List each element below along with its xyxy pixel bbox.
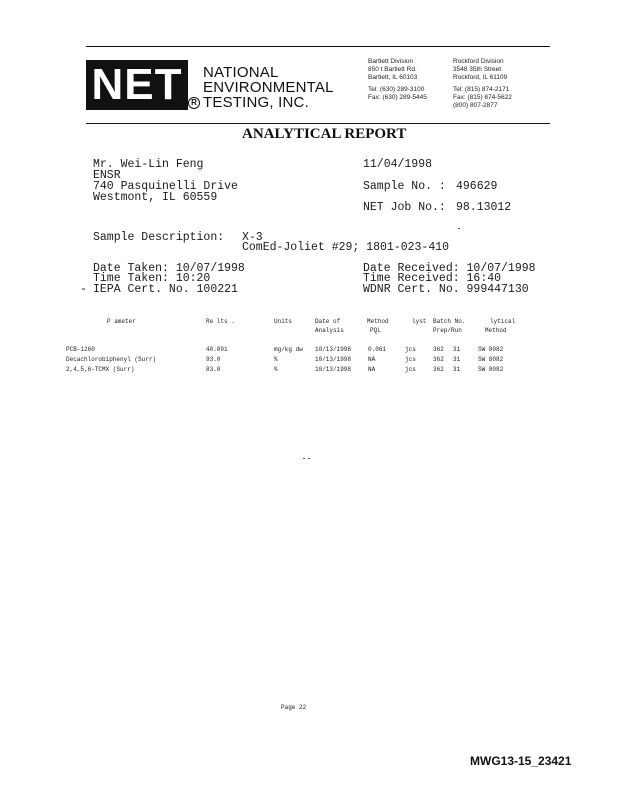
col-header-method-2: PQL <box>370 327 381 334</box>
rockford-division-address: Rockford Division 3548 35th Street Rockford, IL 61109 Tel: (815) 874-2171 Fax: (815) 874-5622 (800) 807-2877 <box>453 58 512 109</box>
scan-speck <box>303 458 305 459</box>
cell-batch-prep: 362 <box>433 356 444 363</box>
col-header-method-1: Method <box>367 318 389 325</box>
iepa-cert: IEPA Cert. No. 100221 <box>93 283 238 296</box>
cell-parameter: Decachlorobiphenyl (Surr) <box>66 356 157 363</box>
title-rule <box>86 123 550 124</box>
cell-method: SW 8082 <box>478 356 504 363</box>
cell-parameter: 2,4,5,6-TCMX (Surr) <box>66 366 135 373</box>
client-company: ENSR <box>93 169 121 182</box>
sample-description-line-1: X-3 <box>242 231 263 244</box>
client-city: Westmont, IL 60559 <box>93 191 218 204</box>
cell-method: SW 8082 <box>478 366 504 373</box>
company-name-line-2: ENVIRONMENTAL <box>203 79 334 96</box>
scan-speck <box>458 228 460 229</box>
col-header-analytical-2: Method <box>485 327 507 334</box>
cell-analyst: jcs <box>405 366 416 373</box>
cell-batch-prep: 362 <box>433 346 444 353</box>
sample-no-value: 496629 <box>456 180 498 193</box>
cell-analyst: jcs <box>405 346 416 353</box>
date-taken: Date Taken: 10/07/1998 <box>93 262 245 275</box>
cell-units: mg/kg dw <box>274 346 303 353</box>
cell-batch-prep: 362 <box>433 366 444 373</box>
page-number: Page 22 <box>281 704 307 711</box>
col-header-units: Units <box>274 318 293 325</box>
cell-batch-run: 31 <box>453 356 461 363</box>
company-name-line-3: TESTING, INC. <box>203 94 309 111</box>
col-header-date-2: Analysis <box>315 327 344 334</box>
cell-analyst: jcs <box>405 356 416 363</box>
col-header-batch-2: Prep/Run <box>433 327 462 334</box>
cell-pql: 0.061 <box>368 346 387 353</box>
report-title: ANALYTICAL REPORT <box>242 126 407 142</box>
wdnr-cert: WDNR Cert. No. 999447130 <box>363 283 529 296</box>
cell-batch-run: 31 <box>453 346 461 353</box>
report-date: 11/04/1998 <box>363 158 433 171</box>
cell-parameter: PCB-1260 <box>66 346 95 353</box>
cell-method: SW 8082 <box>478 346 504 353</box>
sample-no-label: Sample No. : <box>363 180 446 193</box>
col-header-parameter: P ameter <box>107 318 136 325</box>
job-no-label: NET Job No.: <box>363 201 446 214</box>
scan-speck <box>308 458 310 459</box>
cell-date: 10/13/1998 <box>315 356 352 363</box>
time-received: Time Received: 16:40 <box>363 272 502 285</box>
bartlett-division-address: Bartlett Division 850 t Bartlett Rd. Bartlett, IL 60103 Tel: (630) 289-3100 Fax: (630) 289-5445 <box>368 58 427 101</box>
cell-units: % <box>274 366 278 373</box>
document-id: MWG13-15_23421 <box>470 754 572 768</box>
iepa-mark: - <box>80 283 87 296</box>
col-header-analyst: lyst <box>412 318 427 325</box>
client-name: Mr. Wei-Lin Feng <box>93 158 204 171</box>
cell-result: 83.0 <box>206 366 221 373</box>
cell-result: 93.0 <box>206 356 221 363</box>
col-header-batch-1: Batch No. <box>433 318 466 325</box>
col-header-analytical-1: lytical <box>490 318 516 325</box>
cell-units: % <box>274 356 278 363</box>
col-header-date-1: Date of <box>315 318 341 325</box>
cell-pql: NA <box>368 366 376 373</box>
sample-description-line-2: ComEd-Joliet #29; 1801-023-410 <box>242 241 450 254</box>
company-name-line-1: NATIONAL <box>203 64 279 81</box>
time-taken: Time Taken: 10:20 <box>93 272 211 285</box>
cell-result: 40.091 <box>206 346 228 353</box>
header-top-rule <box>86 46 550 47</box>
cell-date: 10/13/1998 <box>315 366 352 373</box>
net-logo: NET <box>86 60 188 110</box>
cell-batch-run: 31 <box>453 366 461 373</box>
registered-mark-icon: R <box>188 97 200 109</box>
col-header-results: Re lts . <box>206 318 235 325</box>
cell-pql: NA <box>368 356 376 363</box>
sample-description-label: Sample Description: <box>93 231 225 244</box>
client-street: 740 Pasquinelli Drive <box>93 180 238 193</box>
cell-date: 10/13/1998 <box>315 346 352 353</box>
job-no-value: 98.13012 <box>456 201 512 214</box>
date-received: Date Received: 10/07/1998 <box>363 262 536 275</box>
